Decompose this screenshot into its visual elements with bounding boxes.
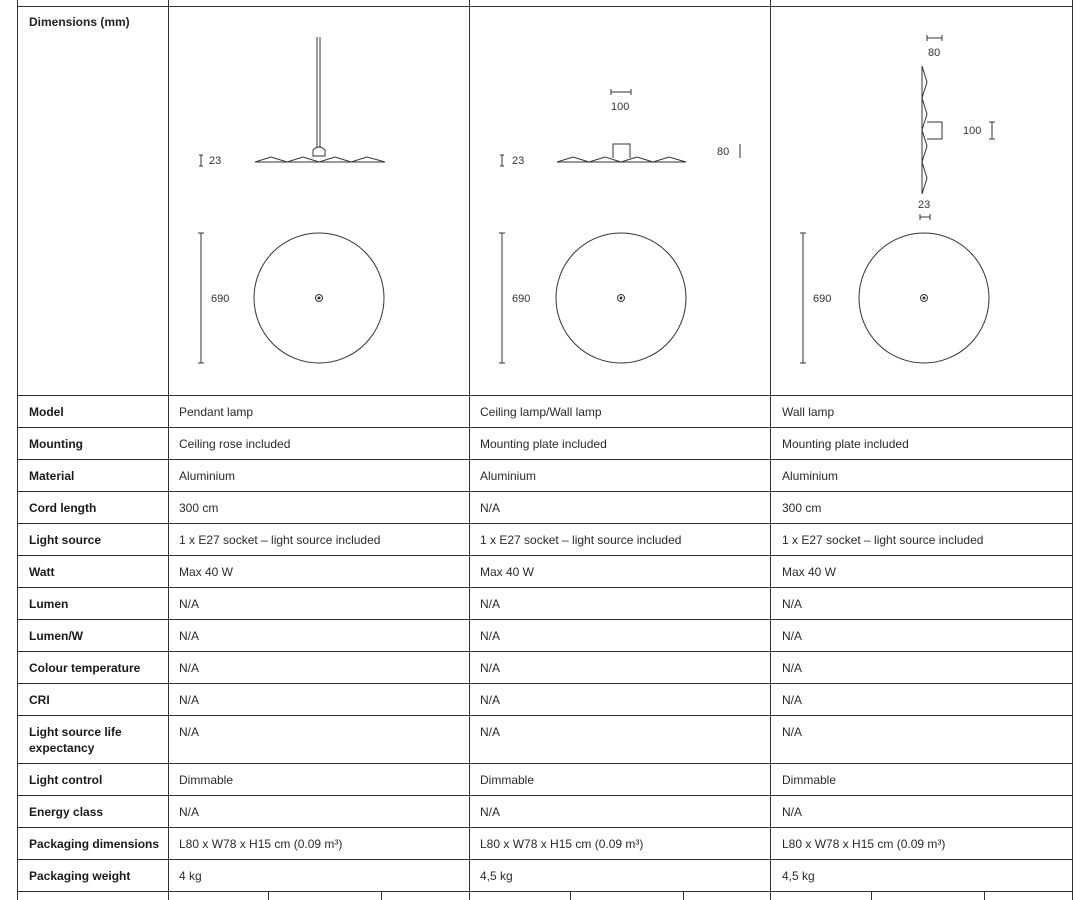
row-value-material-pendant: Aluminium	[179, 469, 236, 483]
grid-line-row	[17, 555, 1073, 556]
grid-line-row	[17, 619, 1073, 620]
grid-line-row	[17, 427, 1073, 428]
row-value-energy-class-wall: N/A	[782, 805, 803, 819]
wall-plate-height-dim: 100	[963, 125, 982, 137]
ceiling-plate-width-dim: 100	[611, 101, 630, 113]
row-value-cri-wall: N/A	[782, 693, 803, 707]
row-value-cord-length-ceiling: N/A	[480, 501, 501, 515]
row-value-packaging-weight-ceiling: 4,5 kg	[480, 869, 513, 883]
row-value-life-expectancy-wall: N/A	[782, 725, 803, 739]
wall-plate-depth-dim: 80	[928, 47, 941, 59]
row-value-packaging-dimensions-wall: L80 x W78 x H15 cm (0.09 m³)	[782, 837, 946, 851]
row-label-colour-temperature: Colour temperature	[29, 661, 141, 675]
ceiling-height-dim: 23	[512, 155, 525, 167]
row-value-material-wall: Aluminium	[782, 469, 839, 483]
grid-line-bottom	[268, 891, 269, 900]
pendant-height-dim: 23	[209, 155, 222, 167]
row-label-material: Material	[29, 469, 75, 483]
row-label-life-expectancy: Light source life expectancy	[29, 725, 122, 755]
row-label-lumen: Lumen	[29, 597, 69, 611]
row-value-colour-temperature-pendant: N/A	[179, 661, 200, 675]
grid-line-row	[17, 683, 1073, 684]
row-value-energy-class-ceiling: N/A	[480, 805, 501, 819]
row-value-light-source-wall: 1 x E27 socket – light source included	[782, 533, 984, 547]
pendant-side-drawing	[199, 37, 385, 166]
grid-line-row	[17, 587, 1073, 588]
grid-line-row	[17, 523, 1073, 524]
pendant-diameter-dim: 690	[211, 293, 230, 305]
wall-diameter-dim: 690	[813, 293, 832, 305]
row-value-watt-ceiling: Max 40 W	[480, 565, 535, 579]
grid-line-row	[17, 459, 1073, 460]
row-value-lumen-wall: N/A	[782, 597, 803, 611]
ceiling-diameter-dim: 690	[512, 293, 531, 305]
row-label-packaging-dimensions: Packaging dimensions	[29, 837, 160, 851]
row-value-light-control-wall: Dimmable	[782, 773, 837, 787]
row-value-energy-class-pendant: N/A	[179, 805, 200, 819]
grid-line-bottom	[984, 891, 985, 900]
grid-line-row	[17, 859, 1073, 860]
row-value-model-ceiling: Ceiling lamp/Wall lamp	[480, 405, 602, 419]
row-value-life-expectancy-ceiling: N/A	[480, 725, 501, 739]
row-label-light-source: Light source	[29, 533, 102, 547]
row-value-lumen-per-watt-pendant: N/A	[179, 629, 200, 643]
wall-height-dim: 23	[918, 199, 931, 211]
dimensions-label: Dimensions (mm)	[29, 15, 130, 29]
row-value-cord-length-wall: 300 cm	[782, 501, 822, 515]
row-value-mounting-wall: Mounting plate included	[782, 437, 909, 451]
row-value-cord-length-pendant: 300 cm	[179, 501, 219, 515]
spec-table	[17, 0, 1073, 900]
row-value-lumen-per-watt-ceiling: N/A	[480, 629, 501, 643]
dimension-drawings	[17, 0, 1073, 395]
row-value-packaging-weight-pendant: 4 kg	[179, 869, 202, 883]
row-value-life-expectancy-pendant: N/A	[179, 725, 200, 739]
row-value-model-pendant: Pendant lamp	[179, 405, 254, 419]
row-label-lumen-per-watt: Lumen/W	[29, 629, 83, 643]
row-value-light-source-ceiling: 1 x E27 socket – light source included	[480, 533, 682, 547]
row-label-mounting: Mounting	[29, 437, 83, 451]
grid-line-row	[17, 491, 1073, 492]
grid-line-row	[17, 795, 1073, 796]
row-value-material-ceiling: Aluminium	[480, 469, 537, 483]
row-label-cord-length: Cord length	[29, 501, 97, 515]
row-value-cri-ceiling: N/A	[480, 693, 501, 707]
row-value-light-control-pendant: Dimmable	[179, 773, 234, 787]
wall-side-drawing	[920, 35, 995, 220]
row-label-packaging-weight: Packaging weight	[29, 869, 131, 883]
row-value-lumen-per-watt-wall: N/A	[782, 629, 803, 643]
row-value-lumen-pendant: N/A	[179, 597, 200, 611]
row-label-model: Model	[29, 405, 64, 419]
row-value-watt-pendant: Max 40 W	[179, 565, 234, 579]
row-value-packaging-weight-wall: 4,5 kg	[782, 869, 815, 883]
grid-line-row	[17, 651, 1073, 652]
grid-line-row	[17, 763, 1073, 764]
row-label-energy-class: Energy class	[29, 805, 104, 819]
grid-line-row	[17, 891, 1073, 892]
grid-line-bottom	[871, 891, 872, 900]
row-value-colour-temperature-wall: N/A	[782, 661, 803, 675]
grid-line-bottom	[570, 891, 571, 900]
row-value-colour-temperature-ceiling: N/A	[480, 661, 501, 675]
grid-line-row	[17, 827, 1073, 828]
row-value-watt-wall: Max 40 W	[782, 565, 837, 579]
row-value-lumen-ceiling: N/A	[480, 597, 501, 611]
row-label-watt: Watt	[29, 565, 55, 579]
ceiling-plate-height-dim: 80	[717, 146, 730, 158]
row-label-cri: CRI	[29, 693, 50, 707]
row-value-packaging-dimensions-pendant: L80 x W78 x H15 cm (0.09 m³)	[179, 837, 343, 851]
row-value-mounting-ceiling: Mounting plate included	[480, 437, 607, 451]
row-value-model-wall: Wall lamp	[782, 405, 835, 419]
grid-line-row	[17, 715, 1073, 716]
grid-line-bottom	[381, 891, 382, 900]
row-value-packaging-dimensions-ceiling: L80 x W78 x H15 cm (0.09 m³)	[480, 837, 644, 851]
row-label-light-control: Light control	[29, 773, 103, 787]
row-value-light-source-pendant: 1 x E27 socket – light source included	[179, 533, 381, 547]
row-value-light-control-ceiling: Dimmable	[480, 773, 535, 787]
row-value-cri-pendant: N/A	[179, 693, 200, 707]
grid-line-bottom	[683, 891, 684, 900]
row-value-mounting-pendant: Ceiling rose included	[179, 437, 291, 451]
grid-line-row	[17, 395, 1073, 396]
